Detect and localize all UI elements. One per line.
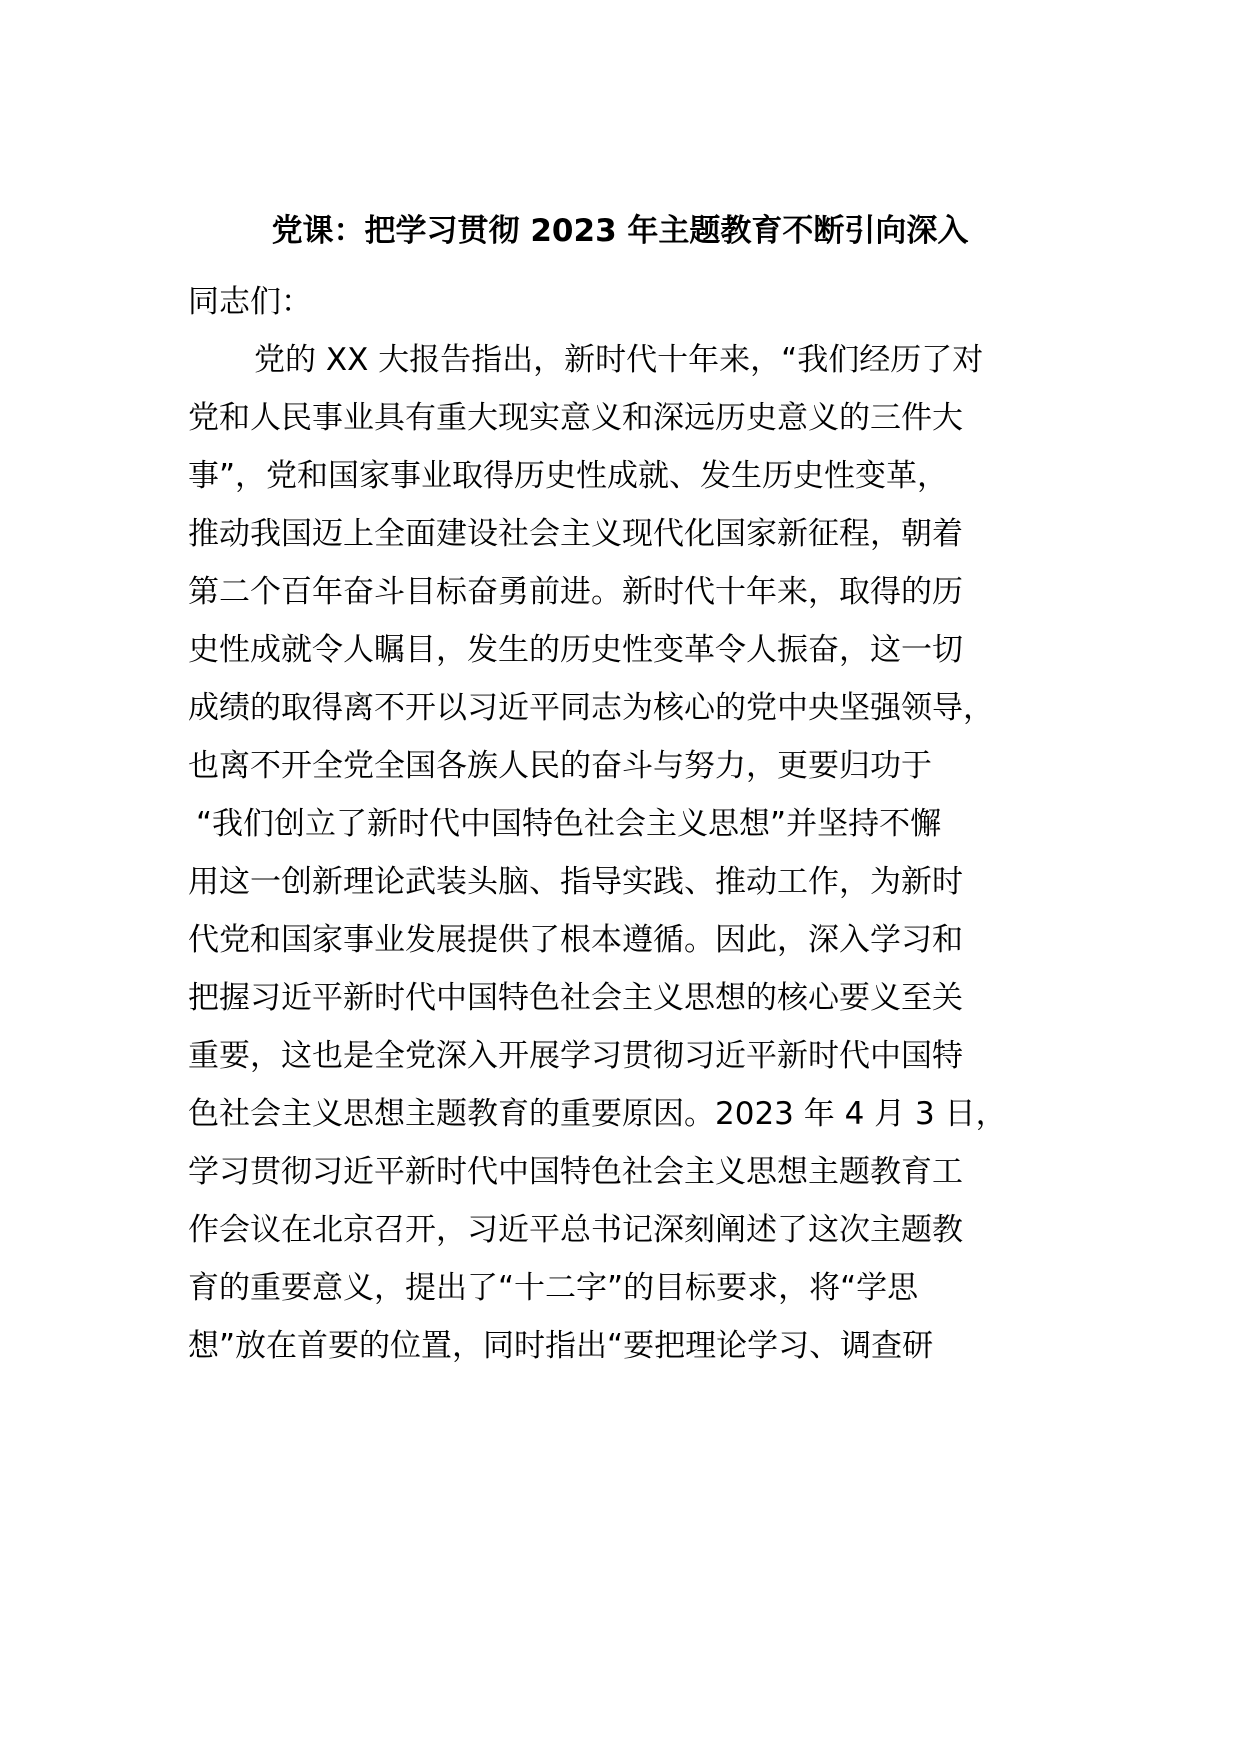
paragraph-line: 代党和国家事业发展提供了根本遵循。因此，深入学习和 — [188, 922, 963, 958]
paragraph-line: 重要，这也是全党深入开展学习贯彻习近平新时代中国特 — [188, 1038, 963, 1074]
document-title: 党课：把学习贯彻 2023 年主题教育不断引向深入 — [271, 213, 969, 249]
paragraph-line: 学习贯彻习近平新时代中国特色社会主义思想主题教育工 — [188, 1154, 963, 1190]
paragraph-line: 想”放在首要的位置，同时指出“要把理论学习、调查研 — [188, 1328, 934, 1364]
paragraph-line: 色社会主义思想主题教育的重要原因。2023 年 4 月 3 日， — [188, 1096, 1007, 1132]
paragraph-line: 育的重要意义，提出了“十二字”的目标要求，将“学思 — [188, 1270, 919, 1306]
paragraph-line: 事”，党和国家事业取得历史性成就、发生历史性变革， — [188, 458, 949, 494]
paragraph-line: “我们创立了新时代中国特色社会主义思想”并坚持不懈 — [196, 806, 942, 842]
salutation: 同志们： — [188, 284, 312, 320]
paragraph-line: 史性成就令人瞩目，发生的历史性变革令人振奋，这一切 — [188, 632, 963, 668]
paragraph-line: 把握习近平新时代中国特色社会主义思想的核心要义至关 — [188, 980, 963, 1016]
paragraph-line: 成绩的取得离不开以习近平同志为核心的党中央坚强领导， — [188, 690, 994, 726]
paragraph-line: 用这一创新理论武装头脑、指导实践、推动工作，为新时 — [188, 864, 963, 900]
paragraph-line: 党的 XX 大报告指出，新时代十年来，“我们经历了对 — [254, 342, 984, 378]
paragraph-line: 推动我国迈上全面建设社会主义现代化国家新征程，朝着 — [188, 516, 963, 552]
paragraph-line: 党和人民事业具有重大现实意义和深远历史意义的三件大 — [188, 400, 963, 436]
paragraph-line: 作会议在北京召开，习近平总书记深刻阐述了这次主题教 — [188, 1212, 963, 1248]
paragraph-line: 第二个百年奋斗目标奋勇前进。新时代十年来，取得的历 — [188, 574, 963, 610]
paragraph-line: 也离不开全党全国各族人民的奋斗与努力，更要归功于 — [188, 748, 932, 784]
